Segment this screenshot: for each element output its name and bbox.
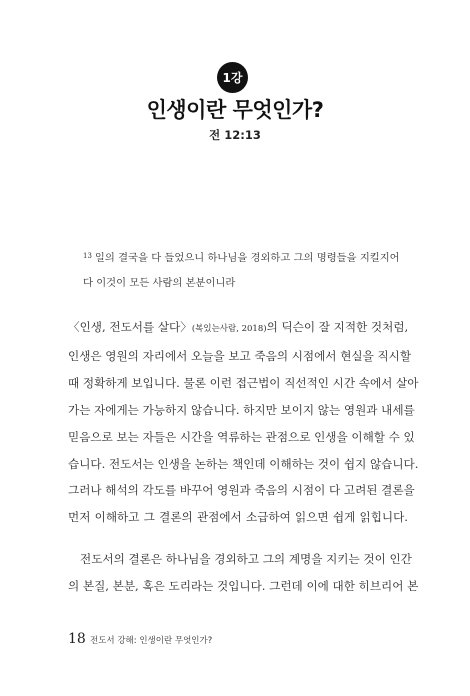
paragraph-line: 가는 자에게는 가능하지 않습니다. 하지만 보이지 않는 영원과 내세를 [68, 402, 415, 417]
paragraph-line: 습니다. 전도서는 인생을 논하는 책인데 이해하는 것이 쉽지 않습니다. [68, 456, 419, 471]
running-title: 전도서 강해: 인생이란 무엇인가? [90, 636, 213, 646]
chapter-badge: 1강 [217, 62, 248, 93]
verse-number: 13 [83, 252, 92, 260]
paragraph-line: 전도서의 결론은 하나님을 경외하고 그의 계명을 지키는 것이 인간 [80, 552, 412, 566]
verse-line-1 [83, 244, 413, 271]
page-number: 18 [68, 631, 86, 647]
scripture-reference: 전 12:13 [209, 128, 261, 142]
publisher-note: (복있는사람, 2018) [191, 324, 267, 334]
paragraph-line: 먼저 이해하고 그 결론의 관점에서 소급하여 읽으면 쉽게 읽힙니다. [68, 510, 408, 525]
paragraph-line: 때 정확하게 보입니다. 물론 이런 접근법이 직선적인 시간 속에서 살아 [68, 375, 419, 390]
verse-text-1: 일의 결국을 다 들었으니 하나님을 경외하고 그의 명령들을 지킬지어 [94, 252, 400, 264]
book-title-citation: 〈인생, 전도서를 살다〉 [68, 320, 192, 334]
paragraph-line: 그러나 해석의 각도를 바꾸어 영원과 죽음의 시점이 다 고려된 결론을 [68, 483, 415, 498]
paragraph-line: 인생은 영원의 자리에서 오늘을 보고 죽음의 시점에서 현실을 직시할 [68, 348, 412, 363]
chapter-title: 인생이란 무엇인가? [146, 98, 324, 122]
paragraph-line [68, 314, 408, 343]
paragraph-line: 믿음으로 보는 자들은 시간을 역류하는 관점으로 인생을 이해할 수 있 [68, 429, 415, 444]
body-paragraph-1 [68, 314, 419, 531]
paragraph-text: 의 딕슨이 잘 지적한 것처럼, [266, 320, 409, 334]
verse-quote [83, 244, 413, 296]
body-paragraph-2 [68, 546, 419, 600]
verse-line-2: 다 이것이 모든 사람의 본분이니라 [83, 277, 236, 289]
paragraph-line: 의 본질, 본분, 혹은 도리라는 것입니다. 그런데 이에 대한 히브리어 본 [68, 578, 419, 593]
